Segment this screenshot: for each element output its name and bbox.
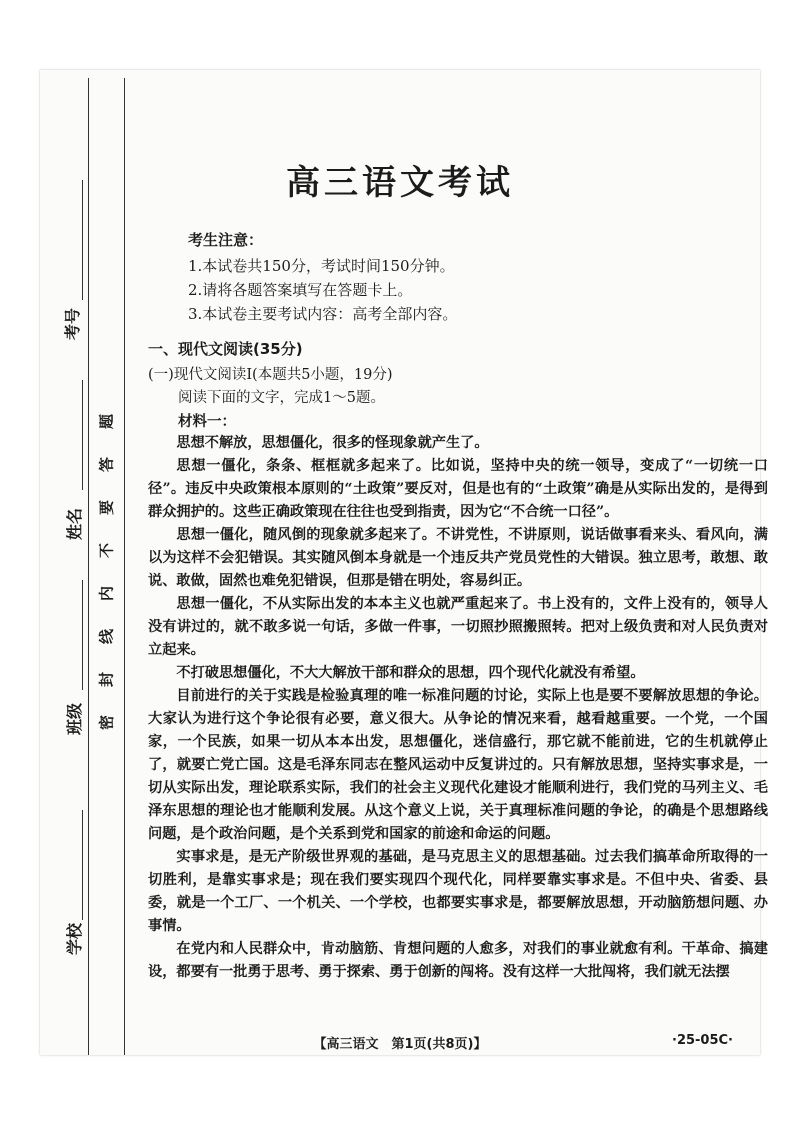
school-label: 学校 bbox=[65, 922, 84, 955]
paragraph: 不打破思想僵化，不大大解放干部和群众的思想，四个现代化就没有希望。 bbox=[176, 665, 645, 681]
page-title: 高三语文考试 bbox=[286, 163, 514, 203]
subsection-heading: (一)现代文阅读Ⅰ(本题共5小题，19分) bbox=[148, 367, 393, 383]
name-label: 姓名 bbox=[65, 507, 84, 540]
binding-line-outer bbox=[88, 78, 89, 1055]
instruction: 阅读下面的文字，完成1～5题。 bbox=[178, 390, 385, 406]
exam-number-field bbox=[60, 308, 83, 340]
material-label: 材料一： bbox=[178, 414, 236, 430]
binding-warning bbox=[97, 400, 117, 744]
notice-heading: 考生注意： bbox=[188, 231, 264, 249]
warning-char: 题 bbox=[97, 414, 116, 430]
field-underline-banji bbox=[82, 580, 83, 690]
reading-passage bbox=[148, 432, 768, 984]
warning-char: 不 bbox=[97, 543, 116, 559]
school-field bbox=[62, 923, 85, 955]
paragraph: 思想一僵化，条条、框框就多起来了。比如说，坚持中央的统一领导，变成了“一切统一口径”。违反中央政策根本原则的“土政策”要反对，但是也有的“土政策”确是从实际出发的，是得到群众拥护的。这些正确政策现在往往也受到指责，因为它“不合统一口径”。 bbox=[148, 458, 768, 520]
warning-char: 密 bbox=[97, 715, 116, 731]
paragraph: 思想一僵化，不从实际出发的本本主义也就严重起来了。书上没有的，文件上没有的，领导人没有讲过的，就不敢多说一句话，多做一件事，一切照抄照搬照转。把对上级负责和对人民负责对立起来。 bbox=[148, 596, 768, 658]
warning-char: 答 bbox=[97, 457, 116, 473]
exam-number-label: 考号 bbox=[63, 307, 82, 340]
footer-page-info: 【高三语文 第1页(共8页)】 bbox=[313, 1037, 487, 1052]
warning-char: 内 bbox=[97, 586, 116, 602]
class-label: 班级 bbox=[65, 702, 84, 735]
footer-code: ·25-05C· bbox=[672, 1033, 733, 1048]
paragraph: 思想不解放，思想僵化，很多的怪现象就产生了。 bbox=[176, 435, 489, 451]
paragraph: 思想一僵化，随风倒的现象就多起来了。不讲党性，不讲原则，说话做事看来头、看风向，满以为这样不会犯错误。其实随风倒本身就是一个违反共产党员党性的大错误。独立思考，敢想、敢说、敢做，固然也难免犯错误，但那是错在明处，容易纠正。 bbox=[148, 527, 768, 589]
warning-char: 封 bbox=[97, 672, 116, 688]
notice-box bbox=[188, 228, 457, 326]
paragraph: 实事求是，是无产阶级世界观的基础，是马克思主义的思想基础。过去我们搞革命所取得的一切胜利，是靠实事求是；现在我们要实现四个现代化，同样要靠实事求是。不但中央、省委、县委，就是一个工厂、一个机关、一个学校，也都要实事求是，都要解放思想，开动脑筋想问题、办事情。 bbox=[148, 849, 768, 934]
notice-item: 3.本试卷主要考试内容：高考全部内容。 bbox=[188, 305, 458, 323]
section-heading: 一、现代文阅读(35分) bbox=[148, 340, 303, 358]
notice-item: 2.请将各题答案填写在答题卡上。 bbox=[188, 281, 413, 299]
binding-line-inner bbox=[124, 78, 125, 1055]
field-underline-xingming bbox=[82, 380, 83, 490]
class-field bbox=[62, 703, 85, 735]
field-underline-xuexiao bbox=[82, 810, 83, 920]
warning-char: 要 bbox=[97, 500, 116, 516]
paragraph: 目前进行的关于实践是检验真理的唯一标准问题的讨论，实际上也是要不要解放思想的争论。大家认为进行这个争论很有必要，意义很大。从争论的情况来看，越看越重要。一个党，一个国家，一个民族，如果一切从本本出发，思想僵化，迷信盛行，那它就不能前进，它的生机就停止了，就要亡党亡国。这是毛泽东同志在整风运动中反复讲过的。只有解放思想，坚持实事求是，一切从实际出发，理论联系实际，我们的社会主义现代化建设才能顺利进行，我们党的马列主义、毛泽东思想的理论也才能顺利发展。从这个意义上说，关于真理标准问题的争论，的确是个思想路线问题，是个政治问题，是个关系到党和国家的前途和命运的问题。 bbox=[148, 688, 768, 842]
name-field bbox=[62, 508, 85, 540]
warning-char: 线 bbox=[97, 629, 116, 645]
paragraph: 在党内和人民群众中，肯动脑筋、肯想问题的人愈多，对我们的事业就愈有利。干革命、搞建设，都要有一批勇于思考、勇于探索、勇于创新的闯将。没有这样一大批闯将，我们就无法摆 bbox=[148, 941, 768, 980]
notice-item: 1.本试卷共150分，考试时间150分钟。 bbox=[188, 257, 455, 275]
